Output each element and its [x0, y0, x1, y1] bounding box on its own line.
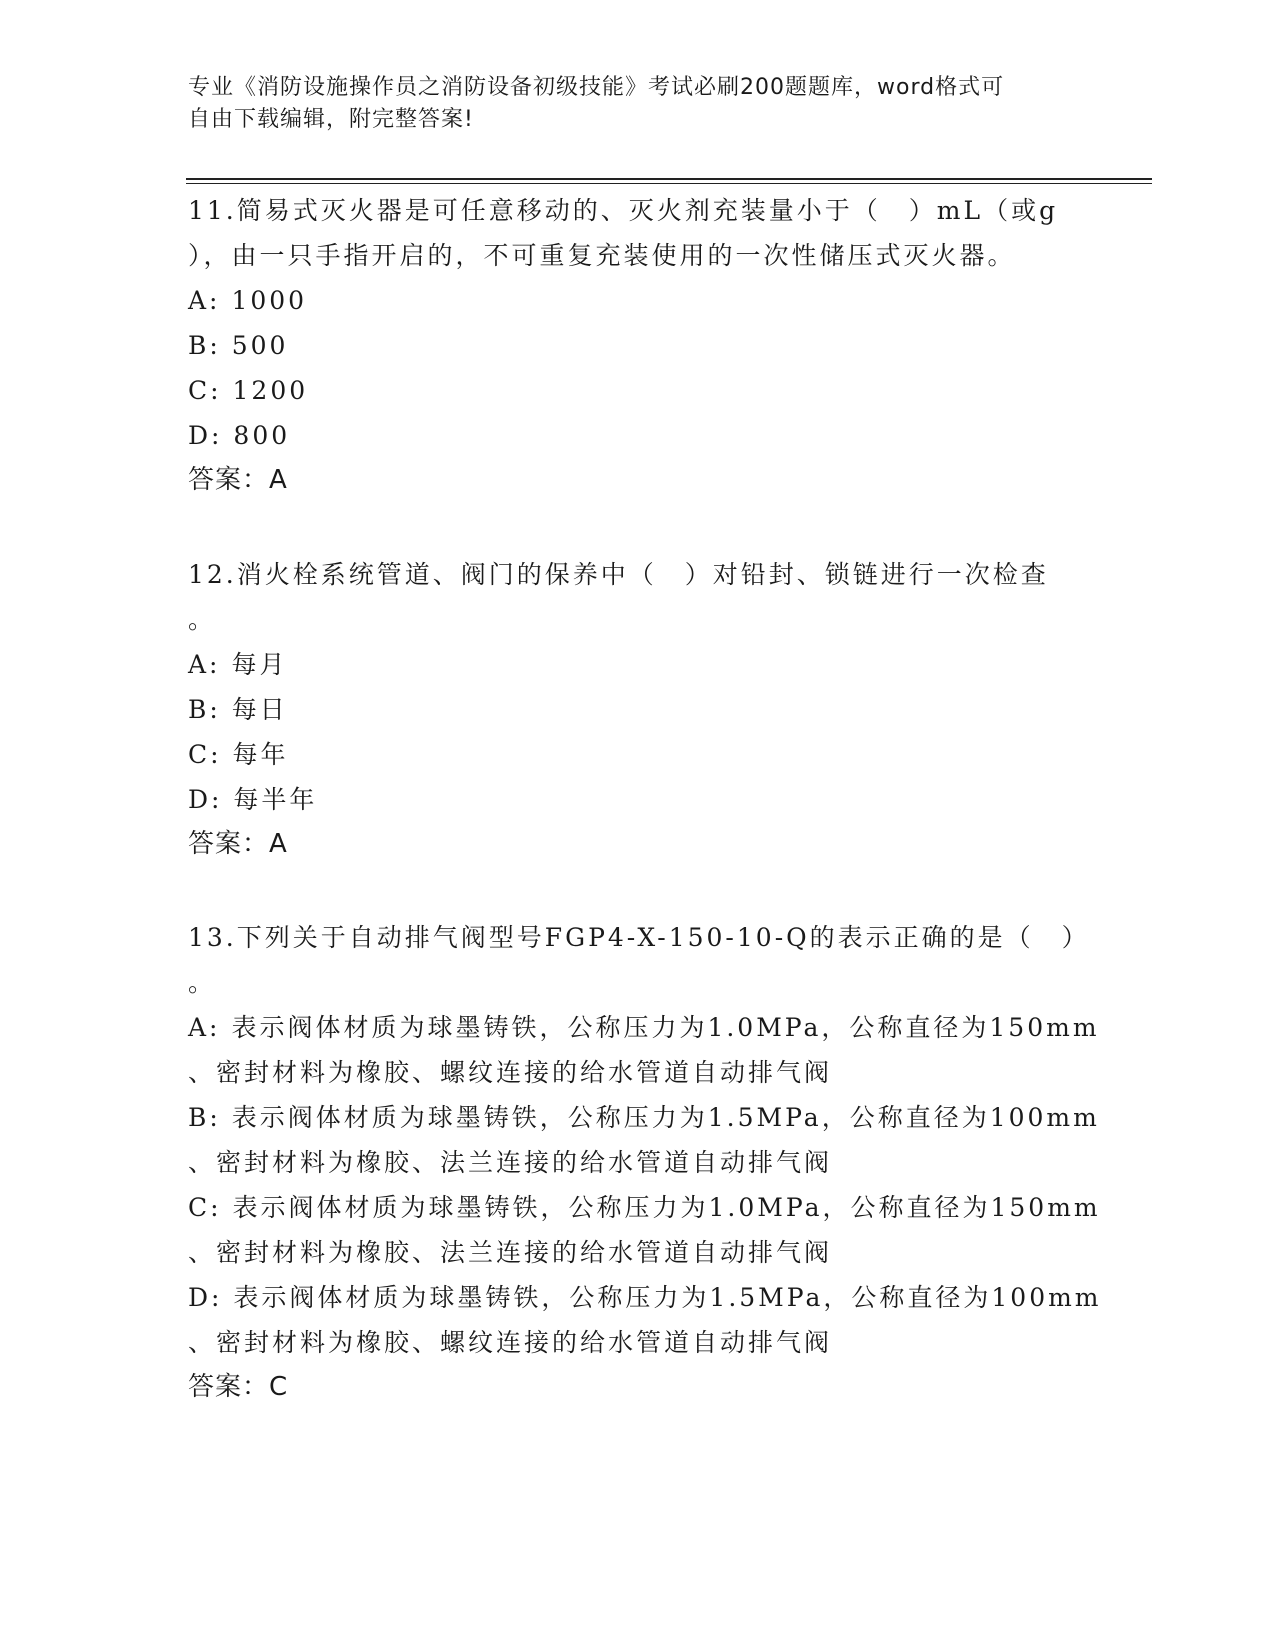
option-key: B:	[188, 331, 221, 360]
option-d	[188, 1275, 1102, 1320]
option-text: 表示阀体材质为球墨铸铁，公称压力为1.0MPa，公称直径为150mm	[232, 1193, 1101, 1222]
option-text: 表示阀体材质为球墨铸铁，公称压力为1.0MPa，公称直径为150mm	[231, 1013, 1100, 1042]
document-header	[188, 72, 1068, 136]
question-stem-line: ），由一只手指开启的，不可重复充装使用的一次性储压式灭火器。	[188, 241, 1016, 270]
option-d	[188, 413, 1088, 458]
answer-label: 答案：A	[188, 465, 288, 495]
option-b	[188, 1095, 1100, 1140]
option-key: D:	[188, 1283, 223, 1312]
answer-label: 答案：C	[188, 1372, 289, 1402]
option-key: B:	[188, 695, 221, 724]
option-text: 1000	[231, 286, 308, 315]
option-c	[188, 1185, 1101, 1230]
option-c-continued: 、密封材料为橡胶、法兰连接的给水管道自动排气阀	[188, 1238, 833, 1267]
option-key: A:	[188, 286, 221, 315]
option-text: 表示阀体材质为球墨铸铁，公称压力为1.5MPa，公称直径为100mm	[231, 1103, 1100, 1132]
question-stem-line: 12.消火栓系统管道、阀门的保养中（ ）对铅封、锁链进行一次检查	[188, 560, 1049, 589]
option-a	[188, 1005, 1100, 1050]
option-key: C:	[188, 1193, 222, 1222]
question-stem-line: 。	[188, 605, 217, 634]
option-key: D:	[188, 421, 223, 450]
option-b	[188, 687, 1088, 732]
answer-label: 答案：A	[188, 829, 288, 859]
option-text: 800	[233, 421, 291, 450]
option-text: 每日	[231, 695, 288, 724]
option-text: 表示阀体材质为球墨铸铁，公称压力为1.5MPa，公称直径为100mm	[233, 1283, 1102, 1312]
option-text: 每半年	[233, 785, 318, 814]
question-12	[188, 552, 1088, 867]
question-11	[188, 188, 1088, 503]
option-text: 500	[231, 331, 289, 360]
option-text: 每月	[231, 650, 288, 679]
option-text: 每年	[232, 740, 289, 769]
option-d-continued: 、密封材料为橡胶、螺纹连接的给水管道自动排气阀	[188, 1328, 833, 1357]
option-c	[188, 368, 1088, 413]
question-stem-line: 13.下列关于自动排气阀型号FGP4-X-150-10-Q的表示正确的是（ ）	[188, 923, 1090, 952]
option-c	[188, 732, 1088, 777]
header-divider-thick	[186, 178, 1152, 180]
header-divider-thin	[186, 183, 1152, 184]
option-key: A:	[188, 1013, 221, 1042]
option-key: B:	[188, 1103, 221, 1132]
option-b	[188, 323, 1088, 368]
option-d	[188, 777, 1088, 822]
option-key: C:	[188, 740, 222, 769]
option-a	[188, 278, 1088, 323]
option-a-continued: 、密封材料为橡胶、螺纹连接的给水管道自动排气阀	[188, 1058, 833, 1087]
question-stem-line: 11.简易式灭火器是可任意移动的、灭火剂充装量小于（ ）mL（或g	[188, 196, 1059, 225]
option-a	[188, 642, 1088, 687]
header-line-2: 自由下载编辑，附完整答案!	[188, 107, 474, 132]
question-13	[188, 915, 1102, 1410]
option-b-continued: 、密封材料为橡胶、法兰连接的给水管道自动排气阀	[188, 1148, 833, 1177]
option-key: A:	[188, 650, 221, 679]
option-text: 1200	[232, 376, 309, 405]
question-stem-line: 。	[188, 968, 217, 997]
option-key: C:	[188, 376, 222, 405]
option-key: D:	[188, 785, 223, 814]
header-line-1: 专业《消防设施操作员之消防设备初级技能》考试必刷200题题库，word格式可	[188, 75, 1005, 100]
